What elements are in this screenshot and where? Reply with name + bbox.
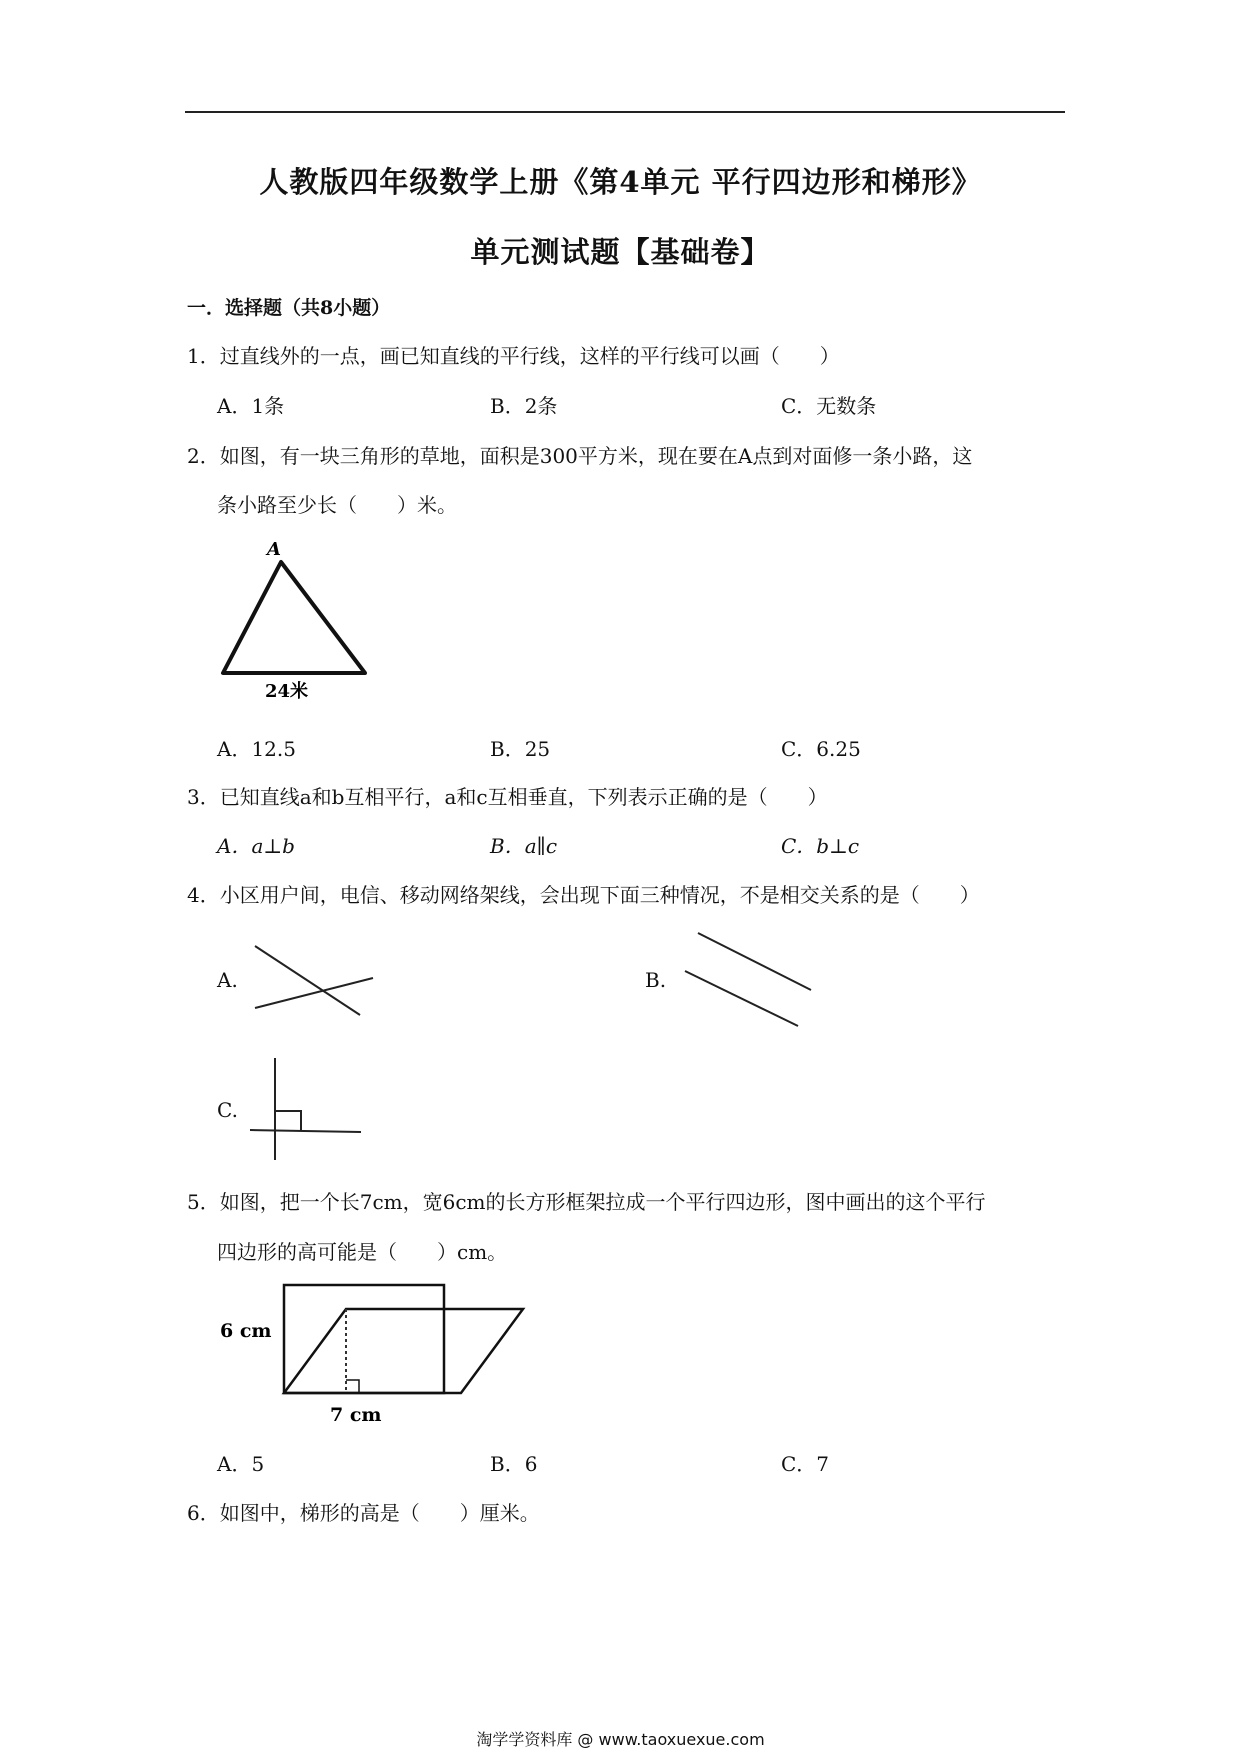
parallelogram-frame — [284, 1309, 523, 1393]
footer-watermark: 淘学学资料库 @ www.taoxuexue.com — [476, 1730, 765, 1749]
q1-option-c: C．无数条 — [781, 394, 877, 418]
question-5-line2: 四边形的高可能是（ ）cm。 — [217, 1240, 508, 1264]
page-title: 人教版四年级数学上册《第4单元 平行四边形和梯形》 — [259, 165, 982, 199]
q5-option-a: A．5 — [217, 1452, 265, 1476]
rectangle-frame — [284, 1285, 444, 1393]
length-label: 7 cm — [330, 1404, 382, 1426]
question-4: 4．小区用户间，电信、移动网络架线，会出现下面三种情况，不是相交关系的是（ ） — [187, 883, 980, 907]
q3-option-b: B．a∥c — [490, 834, 558, 858]
triangle-figure — [215, 535, 375, 710]
question-2-line2: 条小路至少长（ ）米。 — [217, 493, 457, 517]
header-rule — [185, 111, 1065, 113]
rectangle-parallelogram-figure — [210, 1280, 535, 1430]
q2-option-c: C．6.25 — [781, 737, 861, 761]
intersecting-lines-figure — [245, 935, 380, 1020]
question-3: 3．已知直线a和b互相平行，a和c互相垂直，下列表示正确的是（ ） — [187, 785, 828, 809]
horizontal-line — [250, 1130, 361, 1132]
triangle-shape — [223, 562, 365, 673]
line-2 — [255, 978, 373, 1008]
right-angle-marker — [275, 1111, 301, 1131]
triangle-base-label: 24米 — [265, 681, 309, 702]
q3-option-c: C．b⊥c — [781, 834, 860, 858]
q1-option-a: A．1条 — [217, 394, 285, 418]
q4-label-c: C. — [217, 1098, 238, 1122]
page-subtitle: 单元测试题【基础卷】 — [470, 235, 771, 269]
question-2-line1: 2．如图，有一块三角形的草地，面积是300平方米，现在要在A点到对面修一条小路，这 — [187, 444, 973, 468]
right-angle-marker — [346, 1380, 359, 1393]
q4-label-b: B. — [645, 968, 667, 992]
q1-option-b: B．2条 — [490, 394, 558, 418]
triangle-vertex-label: A — [267, 539, 281, 560]
parallel-lines-figure — [680, 925, 825, 1030]
q5-option-c: C．7 — [781, 1452, 830, 1476]
q3-option-a: A．a⊥b — [217, 834, 295, 858]
q2-option-b: B．25 — [490, 737, 551, 761]
q5-option-b: B．6 — [490, 1452, 538, 1476]
perpendicular-lines-figure — [245, 1055, 365, 1165]
parallel-line-2 — [685, 971, 798, 1026]
question-5-line1: 5．如图，把一个长7cm，宽6cm的长方形框架拉成一个平行四边形，图中画出的这个平行 — [187, 1190, 986, 1214]
section-heading: 一．选择题（共8小题） — [187, 297, 391, 319]
question-6: 6．如图中，梯形的高是（ ）厘米。 — [187, 1501, 540, 1525]
parallel-line-1 — [698, 933, 811, 990]
q2-option-a: A．12.5 — [217, 737, 296, 761]
question-1: 1．过直线外的一点，画已知直线的平行线，这样的平行线可以画（ ） — [187, 344, 840, 368]
height-label: 6 cm — [220, 1320, 272, 1342]
q4-label-a: A. — [217, 968, 238, 992]
